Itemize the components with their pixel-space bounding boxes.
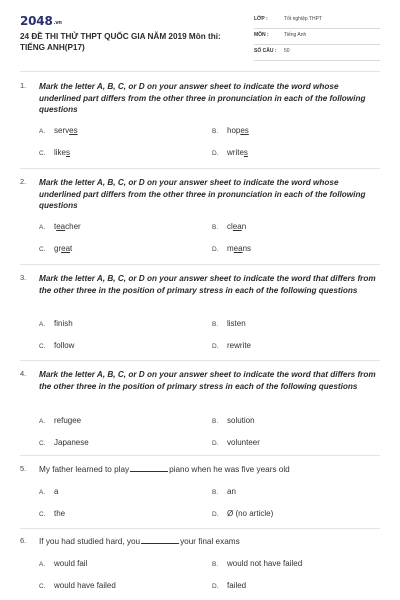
underlined-part: ea — [56, 222, 66, 231]
option-text: follow — [54, 341, 75, 350]
option-label: D. — [212, 440, 219, 447]
option-text: finish — [54, 319, 73, 328]
meta-class-key: LỚP : — [254, 16, 268, 22]
question-number: 2. — [20, 177, 27, 186]
question-6 — [20, 536, 380, 598]
option-text-end: cher — [65, 222, 81, 231]
meta-question-count — [254, 45, 380, 61]
question-text-start: My father learned to play — [39, 465, 130, 474]
option-label: C. — [39, 246, 46, 253]
answer-blank — [130, 465, 168, 472]
option-text: Ø (no article) — [227, 509, 274, 518]
meta-class — [254, 13, 380, 29]
option-b[interactable] — [212, 319, 246, 328]
question-divider — [20, 455, 380, 456]
option-label: A. — [39, 321, 46, 328]
site-logo[interactable] — [20, 14, 62, 28]
header-divider — [20, 71, 380, 72]
option-text: an — [227, 487, 236, 496]
option-text: volunteer — [227, 438, 260, 447]
underlined-part: ea — [233, 244, 243, 253]
option-b[interactable] — [212, 487, 236, 496]
question-number: 6. — [20, 536, 27, 545]
option-c[interactable] — [39, 341, 74, 350]
underlined-part: s — [66, 148, 71, 157]
question-divider — [20, 528, 380, 529]
underlined-part: es — [69, 126, 78, 135]
option-a[interactable] — [39, 416, 81, 425]
option-label: A. — [39, 489, 46, 496]
option-text: m — [227, 244, 234, 253]
option-label: A. — [39, 128, 46, 135]
option-label: C. — [39, 511, 46, 518]
document-title: 24 ĐỀ THI THỬ THPT QUỐC GIA NĂM 2019 Môn thi: TIẾNG ANH(P17) — [20, 32, 221, 52]
underlined-part: s — [243, 148, 248, 157]
option-d[interactable] — [212, 509, 273, 518]
question-text-start: If you had studied hard, you — [39, 537, 141, 546]
option-label: C. — [39, 583, 46, 590]
question-3 — [20, 273, 380, 359]
question-text: Mark the letter A, B, C, or D on your answer sheet to indicate the word whose underlined part differs from the other three in pronunciation in each of the following questions — [39, 178, 366, 210]
meta-count-value: 50 — [284, 48, 290, 54]
question-5 — [20, 464, 380, 528]
question-2 — [20, 177, 380, 263]
option-c[interactable] — [39, 244, 72, 253]
option-text: write — [227, 148, 244, 157]
option-text: refugee — [54, 416, 82, 425]
logo-suffix: .vn — [53, 20, 62, 26]
option-label: D. — [212, 511, 219, 518]
option-text: like — [54, 148, 67, 157]
logo-text: 2048 — [20, 14, 53, 28]
option-label: C. — [39, 440, 46, 447]
option-a[interactable] — [39, 222, 81, 231]
option-c[interactable] — [39, 509, 65, 518]
option-text: gr — [54, 244, 62, 253]
option-label: B. — [212, 561, 219, 568]
underlined-part: ea — [232, 222, 242, 231]
question-text-end: piano when he was five years old — [169, 465, 290, 474]
option-b[interactable] — [212, 222, 246, 231]
option-text: hop — [227, 126, 241, 135]
question-divider — [20, 168, 380, 169]
option-text-end: n — [241, 222, 247, 231]
option-text: failed — [227, 581, 247, 590]
option-text: serv — [54, 126, 70, 135]
underlined-part: es — [240, 126, 249, 135]
option-text-end: ns — [242, 244, 252, 253]
option-text: the — [54, 509, 66, 518]
option-b[interactable] — [212, 559, 302, 568]
question-1 — [20, 81, 380, 167]
option-label: D. — [212, 583, 219, 590]
meta-count-key: SỐ CÂU : — [254, 48, 277, 54]
meta-subject-key: MÔN : — [254, 32, 269, 38]
document-header — [0, 0, 400, 68]
question-text: Mark the letter A, B, C, or D on your answer sheet to indicate the word that differs from the other three in the position of primary stress in each of the following questions — [39, 274, 376, 295]
option-label: D. — [212, 246, 219, 253]
option-text: cl — [227, 222, 233, 231]
question-number: 4. — [20, 369, 27, 378]
option-label: B. — [212, 128, 219, 135]
option-a[interactable] — [39, 559, 87, 568]
option-c[interactable] — [39, 148, 70, 157]
underlined-part: ea — [61, 244, 71, 253]
question-divider — [20, 264, 380, 265]
option-text-end: t — [70, 244, 73, 253]
option-text: would fail — [54, 559, 88, 568]
option-label: B. — [212, 321, 219, 328]
question-text: Mark the letter A, B, C, or D on your answer sheet to indicate the word whose underlined part differs from the other three in pronunciation in each of the following questions — [39, 82, 366, 114]
option-c[interactable] — [39, 581, 116, 590]
question-text — [39, 536, 377, 548]
option-text: Japanese — [54, 438, 89, 447]
question-number: 3. — [20, 273, 27, 282]
option-a[interactable] — [39, 319, 73, 328]
option-a[interactable] — [39, 126, 78, 135]
question-number: 1. — [20, 81, 27, 90]
option-label: B. — [212, 224, 219, 231]
question-text — [39, 464, 377, 476]
answer-blank — [141, 537, 179, 544]
option-label: D. — [212, 150, 219, 157]
option-d[interactable] — [212, 341, 251, 350]
meta-class-value: Tốt nghiệp THPT — [284, 16, 322, 22]
option-b[interactable] — [212, 126, 249, 135]
option-text: would have failed — [54, 581, 116, 590]
option-d[interactable] — [212, 244, 251, 253]
option-text: listen — [227, 319, 246, 328]
question-4 — [20, 369, 380, 455]
option-c[interactable] — [39, 438, 89, 447]
option-text: solution — [227, 416, 255, 425]
meta-subject-value: Tiếng Anh — [284, 32, 307, 38]
option-a[interactable] — [39, 487, 58, 496]
option-label: A. — [39, 418, 46, 425]
question-divider — [20, 360, 380, 361]
question-text-end: your final exams — [180, 537, 240, 546]
option-text: t — [54, 222, 57, 231]
option-label: D. — [212, 343, 219, 350]
option-label: A. — [39, 561, 46, 568]
option-label: A. — [39, 224, 46, 231]
option-text: would not have failed — [227, 559, 303, 568]
option-text: a — [54, 487, 59, 496]
meta-subject — [254, 29, 380, 45]
option-label: B. — [212, 418, 219, 425]
option-d[interactable] — [212, 438, 260, 447]
option-text: rewrite — [227, 341, 252, 350]
option-label: C. — [39, 150, 46, 157]
question-text: Mark the letter A, B, C, or D on your answer sheet to indicate the word that differs from the other three in the position of primary stress in each of the following questions — [39, 370, 376, 391]
question-number: 5. — [20, 464, 27, 473]
option-label: C. — [39, 343, 46, 350]
option-label: B. — [212, 489, 219, 496]
option-b[interactable] — [212, 416, 255, 425]
option-d[interactable] — [212, 581, 246, 590]
option-d[interactable] — [212, 148, 248, 157]
